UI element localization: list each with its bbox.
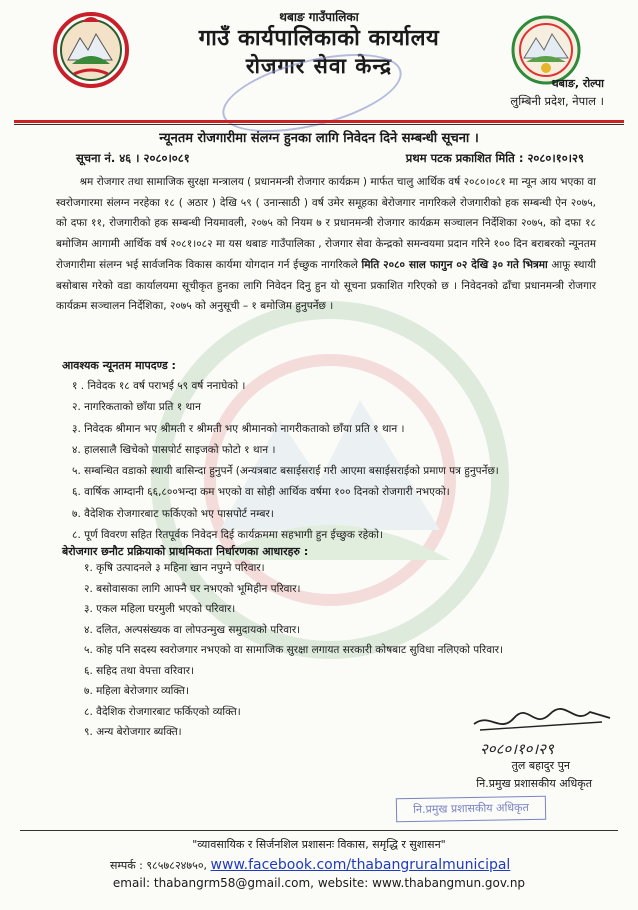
- municipality-name: थबाङ गाउँपालिका: [279, 10, 359, 24]
- list-item: ७. महिला बेरोजगार व्यक्ति।: [84, 685, 189, 697]
- list-item: ६. सहिद तथा वेपत्ता वरिवार।: [84, 664, 194, 677]
- list-item: १. कृषि उत्पादनले ३ महिना खान नपुग्ने परिवार।: [84, 562, 265, 574]
- priority-heading: बेरोजगार छनौट प्रक्रियाको प्राथमिकता निर्धारणका आधारहरु :: [62, 545, 309, 558]
- list-item: ४. दलित, अल्पसंख्यक वा लोपउन्मुख समुदायको परिवार।: [84, 623, 301, 636]
- list-item: ७. वैदेशिक रोजगारबाट फर्किएको भए पासपोर्ट नम्बर।: [72, 507, 274, 520]
- footer-contact: [110, 857, 510, 873]
- list-item: ३. निवेदक श्रीमान भए श्रीमती र श्रीमती भए श्रीमानको नागरीकताको छाँया प्रति १ थान ।: [72, 422, 405, 435]
- body-text-2: आफू स्थायी बसोबास गरेको वडा कार्यालयमा सूचीकृत हुनका लागि निवेदन दिनु हुन यो सूचना प्रकाशित गरिएको छ । निवेदनको ढाँचा प्रधानमन्त्री रोजगार कार्यक्रम सञ्चालन निर्देशिका, २०७५ को अनुसूची – १ बमोजिम हुनुपर्नेछ ।: [56, 258, 597, 313]
- footer-email-website[interactable]: email: thabangrm58@gmail.com, website: www.thabangmun.gov.np: [112, 876, 526, 890]
- office-name: गाउँ कार्यपालिकाको कार्यालय: [198, 26, 440, 51]
- contact-phone: सम्पर्क : ९८५७८२४७५०,: [110, 859, 208, 872]
- body-text-1: श्रम रोजगार तथा सामाजिक सुरक्षा मन्त्रालय ( प्रधानमन्त्री रोजगार कार्यक्रम ) मार्फत चालु आर्थिक वर्ष २०८०।०८१ मा न्यून आय भएका वा स्वरोजगारमा संलग्न नरहेका १८ ( अठार ) देखि ५९ ( उनान्साठी ) वर्ष उमेर समूहका बेरोजगार नागरिकले रोजगारीको हक सम्बन्धी ऐन २०७५, को दफा ११, रोजगारीको हक सम्बन्धी नियमावली, २०७५ को नियम ७ र प्रधानमन्त्री रोजगार कार्यक्रम सञ्चालन निर्देशिका २०७५, को दफा १८ बमोजिम आगामी आर्थिक वर्ष २०८१।०८२ मा यस थबाङ गाउँपालिका , रोजगार सेवा केन्द्रको समन्वयमा प्रदान गरिने १०० दिन बराबरको न्यूनतम रोजगारीमा संलग्न भई सार्वजनिक विकास कार्यमा योगदान गर्न ईच्छुक नागरिकले: [56, 176, 596, 271]
- criteria-heading: आवश्यक न्यूनतम मापदण्ड :: [62, 359, 176, 372]
- priority-list: [84, 558, 503, 743]
- list-item: ९. अन्य बेरोजगार ब्यक्ति।: [84, 726, 182, 738]
- publish-date: प्रथम पटक प्रकाशित मिति : २०८०।१०।२९: [405, 151, 584, 165]
- list-item: ४. हालसालै खिचेको पासपोर्ट साइजको फोटो १ थान ।: [72, 443, 276, 456]
- notice-title: न्यूनतम रोजगारीमा संलग्न हुनका लागि निवेदन दिने सम्बन्धी सूचना ।: [159, 131, 479, 146]
- list-item: ६. वार्षिक आम्दानी ६६,८००भन्दा कम भएको वा सोही आर्थिक वर्षमा १०० दिनको रोजगारी नभएको।: [72, 486, 450, 499]
- address-province: लुम्बिनी प्रदेश, नेपाल ।: [510, 94, 604, 108]
- list-item: ३. एकल महिला घरमुली भएको परिवार।: [84, 603, 236, 615]
- header-rule-red: [14, 120, 624, 123]
- list-item: ८. वैदेशिक रोजगारबाट फर्किएको व्यक्ति।: [84, 705, 241, 718]
- facebook-link[interactable]: www.facebook.com/thabangruralmunicipal: [210, 857, 511, 873]
- signer-title: नि.प्रमुख प्रशासकीय अधिकृत: [476, 777, 592, 790]
- list-item: ५. कोह पनि सदस्य स्वरोजगार नभएको वा सामाजिक सुरक्षा लगायत सरकारी कोषबाट सुविधा नलिएको परिवार।: [84, 644, 504, 656]
- list-item: ८. पूर्ण विवरण सहित रितपूर्वक निवेदन दिई कार्यक्रममा सहभागी हुन ईच्छुक रहेको।: [72, 529, 383, 542]
- signer-stamp: नि.प्रमुख प्रशासकीय अधिकृत: [396, 796, 546, 823]
- list-item: १ . निवेदक १८ वर्ष पराभई ५९ वर्ष ननाघेको ।: [72, 380, 246, 392]
- signature-date: २०८०।१०।२९: [480, 740, 554, 758]
- notice-reference: सूचना नं. ४६ । २०८०।०८१: [76, 151, 190, 165]
- body-deadline: मिति २०८० साल फागुन ०२ देखि ३० गते भित्रमा: [361, 258, 548, 271]
- header-rule-dark: [14, 124, 624, 125]
- list-item: २. बसोवासका लागि आफ्नै घर नभएको भूमिहीन परिवार।: [84, 582, 301, 595]
- list-item: २. नागरिकताको छाँया प्रति १ थान: [72, 401, 201, 414]
- footer-slogan: "व्यावसायिक र सिर्जनशिल प्रशासनः विकास, समृद्धि र सुशासन": [192, 838, 446, 851]
- center-name: रोजगार सेवा केन्द्र: [245, 54, 393, 78]
- notice-body: [56, 172, 596, 317]
- signer-name: तुल बहादुर पुन: [511, 759, 570, 772]
- list-item: ५. सम्बन्धित वडाको स्थायी बासिन्दा हुनुपर्ने (अन्यत्रबाट बसाईसराई गरी आएमा बसाईसराईको प्रमाण पत्र हुनुपर्नेछ।: [72, 465, 499, 478]
- address-district: थबाङ, रोल्पा: [551, 77, 604, 90]
- criteria-list: [72, 376, 499, 546]
- footer-rule: [20, 830, 618, 831]
- handwritten-signature: [470, 704, 620, 762]
